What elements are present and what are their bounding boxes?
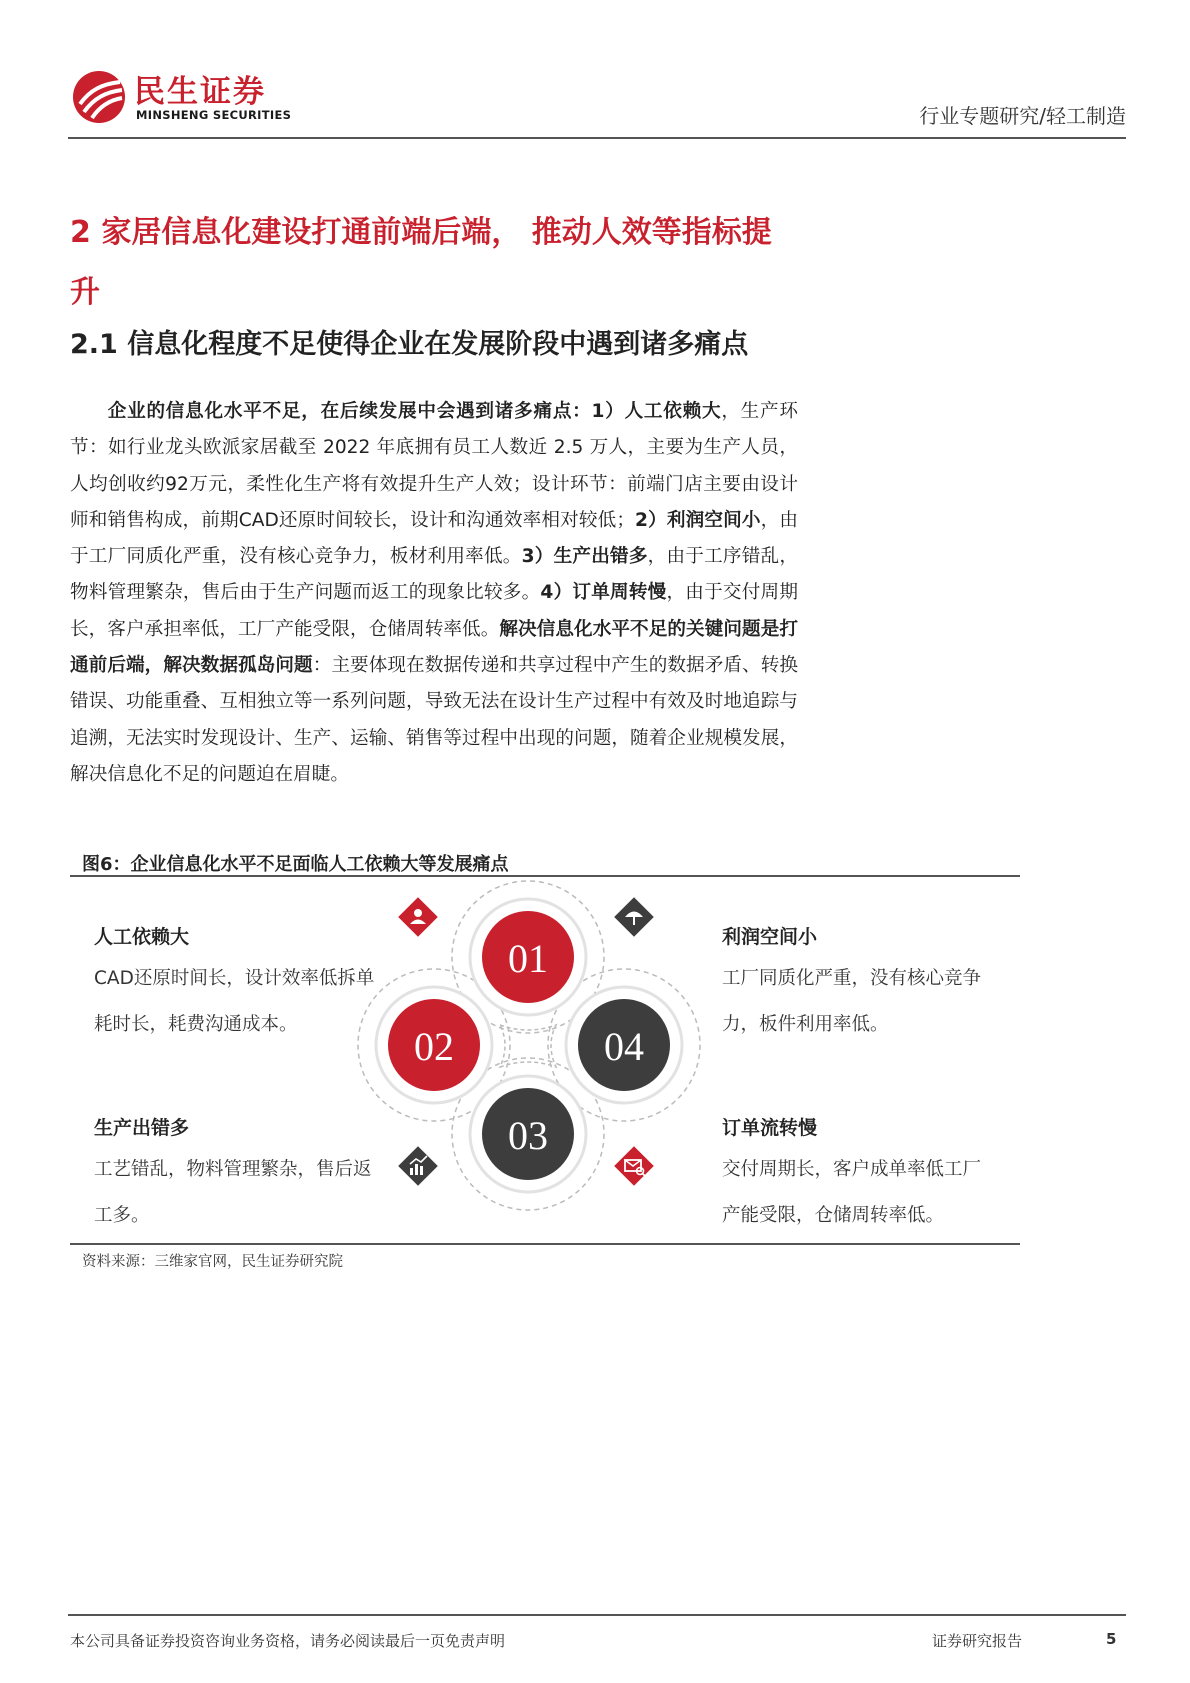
para-text-4: ，由于工厂同质化严重，没有核心竞争力，板材利用率低。 [70,509,798,568]
umbrella-icon [610,893,658,941]
chart-icon [394,1142,442,1190]
number-01: 01 [508,936,548,981]
para-bold-1: 企业的信息化水平不足，在后续发展中会遇到诸多痛点：1）人工依赖大 [107,401,722,422]
para-text-6: ，由于工序错乱，物料管理繁杂，售后由于生产问题而返工的现象比较多。 [70,546,798,604]
para-bold-5: 3）生产出错多 [521,546,648,568]
figure-top-rule [70,875,1020,877]
point-title-1: 人工依赖大 [94,926,190,948]
user-icon [394,893,442,941]
report-category: 行业专题研究/轻工制造 [919,104,1126,128]
minsheng-logo-icon [72,70,126,124]
mail-search-icon [610,1142,658,1190]
para-bold-7: 4）订单周转慢 [540,582,667,604]
page-number: 5 [1106,1630,1117,1648]
figure-source: 资料来源：三维家官网，民生证券研究院 [82,1254,343,1270]
point-title-2: 利润空间小 [722,926,818,948]
footer-report-type: 证券研究报告 [932,1632,1023,1650]
footer-divider [68,1614,1126,1616]
para-bold-3: 2）利润空间小 [635,509,761,531]
figure-title: 图6：企业信息化水平不足面临人工依赖大等发展痛点 [82,854,509,875]
logo-text-en: MINSHENG SECURITIES [136,108,292,122]
point-desc-4: 交付周期长，客户成单率低工厂产能受限，仓储周转率低。 [722,1159,982,1226]
para-bold-9: 解决信息化水平不足的关键问题是打通前后端，解决数据孤岛问题 [70,618,798,677]
body-paragraph [70,394,798,793]
number-04: 04 [604,1024,644,1069]
point-title-3: 生产出错多 [94,1117,190,1139]
para-text-8: ，由于交付周期长，客户承担率低，工厂产能受限，仓储周转率低。 [70,582,798,640]
number-03: 03 [508,1113,548,1158]
footer-disclaimer: 本公司具备证券投资咨询业务资格，请务必阅读最后一页免责声明 [70,1632,506,1650]
header-divider [68,137,1126,139]
point-desc-3: 工艺错乱，物料管理繁杂，售后返工多。 [94,1159,372,1226]
para-text-2: ，生产环节：如行业龙头欧派家居截至 2022 年底拥有员工人数近 2.5 万人，主要为生产人员，人均创收约92万元，柔性化生产将有效提升生产人效；设计环节：前端门店主要由设计师和销售构成，前期CAD还原时间较长，设计和沟通效率相对较低； [70,401,798,531]
point-desc-1: CAD还原时间长，设计效率低拆单耗时长，耗费沟通成本。 [94,968,375,1035]
point-desc-2: 工厂同质化严重，没有核心竞争力，板件利用率低。 [722,968,982,1035]
figure-bottom-rule [70,1243,1020,1245]
point-title-4: 订单流转慢 [722,1117,818,1139]
subsection-heading: 2.1 信息化程度不足使得企业在发展阶段中遇到诸多痛点 [70,329,749,360]
logo-text-cn: 民生证券 [134,74,266,110]
section-heading: 2 家居信息化建设打通前端后端， 推动人效等指标提升 [70,215,772,310]
number-02: 02 [414,1024,454,1069]
para-text-10: ：主要体现在数据传递和共享过程中产生的数据矛盾、转换错误、功能重叠、互相独立等一系列问题，导致无法在设计生产过程中有效及时地追踪与追溯，无法实时发现设计、生产、运输、销售等过程中出现的问题，随着企业规模发展，解决信息化不足的问题迫在眉睫。 [70,655,798,785]
